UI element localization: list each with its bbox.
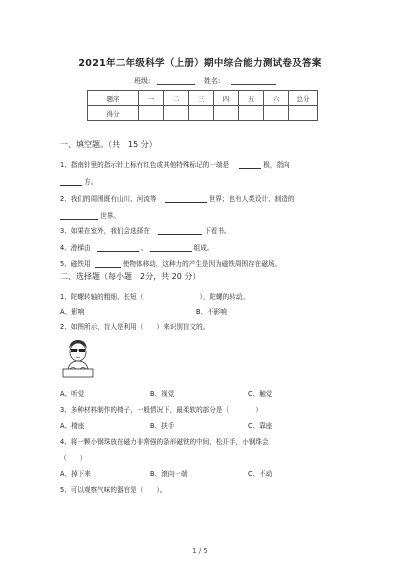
- blind-reader-icon: [60, 337, 96, 381]
- fill-question-1: [60, 159, 290, 169]
- answer-blank[interactable]: [239, 161, 261, 169]
- page-number: 1 / 5: [192, 547, 208, 555]
- name-label: 姓名:: [204, 77, 221, 85]
- option-a[interactable]: A、听觉: [60, 390, 85, 398]
- fill-question-3: [60, 225, 231, 235]
- score-cell[interactable]: [164, 106, 189, 121]
- class-label: 班级:: [134, 77, 151, 85]
- question-text: 方。: [84, 178, 98, 186]
- score-header-cell: 四: [214, 91, 239, 106]
- score-row-label: 得分: [88, 106, 139, 121]
- fill-question-2: [60, 193, 294, 203]
- fill-question-5: [60, 258, 281, 268]
- exam-title: 2021年二年级科学（上册）期中综合能力测试卷及答案: [78, 58, 322, 69]
- answer-blank[interactable]: [150, 244, 192, 252]
- option-a[interactable]: A、掉下来: [60, 470, 91, 478]
- score-header-cell: 二: [164, 91, 189, 106]
- fill-question-1-cont: [60, 176, 97, 186]
- score-cell[interactable]: [289, 106, 318, 121]
- score-table: [87, 90, 318, 121]
- question-text: 1、陀螺转轴的粗细、长短（: [60, 293, 144, 301]
- question-text: 世界。: [100, 212, 120, 220]
- score-cell[interactable]: [239, 106, 264, 121]
- score-table-score-row: [88, 106, 318, 121]
- answer-blank[interactable]: [97, 244, 139, 252]
- score-cell[interactable]: [264, 106, 289, 121]
- choice-question-1: [60, 291, 249, 301]
- question-text: 2、我们的周围既有山川、河流等: [60, 195, 157, 203]
- blind-reader-illustration: [60, 337, 96, 381]
- question-text: 1、指南针里的指示针上标有红色或其他特殊标记的一端是: [60, 161, 230, 169]
- fill-question-2-cont: [60, 210, 120, 220]
- option-c[interactable]: C、靠座: [248, 422, 273, 430]
- question-text: 、: [140, 244, 148, 252]
- option-a[interactable]: A、椅座: [60, 422, 85, 430]
- answer-blank[interactable]: [165, 195, 207, 203]
- option-c[interactable]: C、触觉: [248, 390, 273, 398]
- score-cell[interactable]: [214, 106, 239, 121]
- option-c[interactable]: C、不动: [248, 470, 273, 478]
- question-text: 世界；也有人类设计、制造的: [208, 195, 295, 203]
- score-cell[interactable]: [189, 106, 214, 121]
- answer-blank[interactable]: [158, 227, 202, 235]
- question-text: 3、如果在室外，我们会选择在: [60, 227, 150, 235]
- option-b[interactable]: B、视觉: [150, 390, 175, 398]
- section-2-title: 二、选择题（每小题 2分，共 20 分）: [60, 272, 201, 281]
- score-cell[interactable]: [139, 106, 164, 121]
- question-text: 下看书。: [204, 227, 231, 235]
- choice-question-4-cont: （ ）: [60, 454, 87, 462]
- question-text: 组成。: [193, 244, 214, 252]
- choice-question-2: 2、如图所示，盲人是利用（ ）来识别盲文的。: [60, 323, 210, 331]
- answer-blank[interactable]: [60, 178, 82, 186]
- question-text: 4、滑梯由: [60, 244, 91, 252]
- option-b[interactable]: B、不影响: [196, 308, 227, 316]
- option-b[interactable]: B、滚向一端: [150, 470, 188, 478]
- fill-question-4: [60, 242, 213, 252]
- score-header-cell: 六: [264, 91, 289, 106]
- score-header-cell: 题序: [88, 91, 139, 106]
- score-header-cell: 三: [189, 91, 214, 106]
- answer-blank[interactable]: [60, 212, 98, 220]
- question-text: 使物体移动，这种力的产生是因为磁铁周围存在磁场。: [122, 260, 282, 268]
- option-a[interactable]: A、影响: [60, 308, 85, 316]
- score-header-cell: 总分: [289, 91, 318, 106]
- answer-blank[interactable]: [95, 260, 121, 268]
- choice-question-3: 3、多种材料制作的椅子，一般情况下，最柔软的部分是（ ）: [60, 406, 263, 414]
- question-text: 5、磁铁用: [60, 260, 91, 268]
- choice-question-5: 5、可以观察气味的器官是（ ）。: [60, 486, 167, 494]
- question-text: ），陀螺的转动。: [199, 293, 249, 301]
- option-b[interactable]: B、扶手: [150, 422, 175, 430]
- score-table-header-row: [88, 91, 318, 106]
- choice-question-4: 4、将一颗小钢珠放在磁力非常强的条形磁铁的中间，松开手，小钢珠会: [60, 438, 269, 446]
- question-text: 极，指向: [263, 161, 290, 169]
- score-header-cell: 一: [139, 91, 164, 106]
- section-1-title: 一、填空题。（共 15 分）: [60, 140, 157, 149]
- score-header-cell: 五: [239, 91, 264, 106]
